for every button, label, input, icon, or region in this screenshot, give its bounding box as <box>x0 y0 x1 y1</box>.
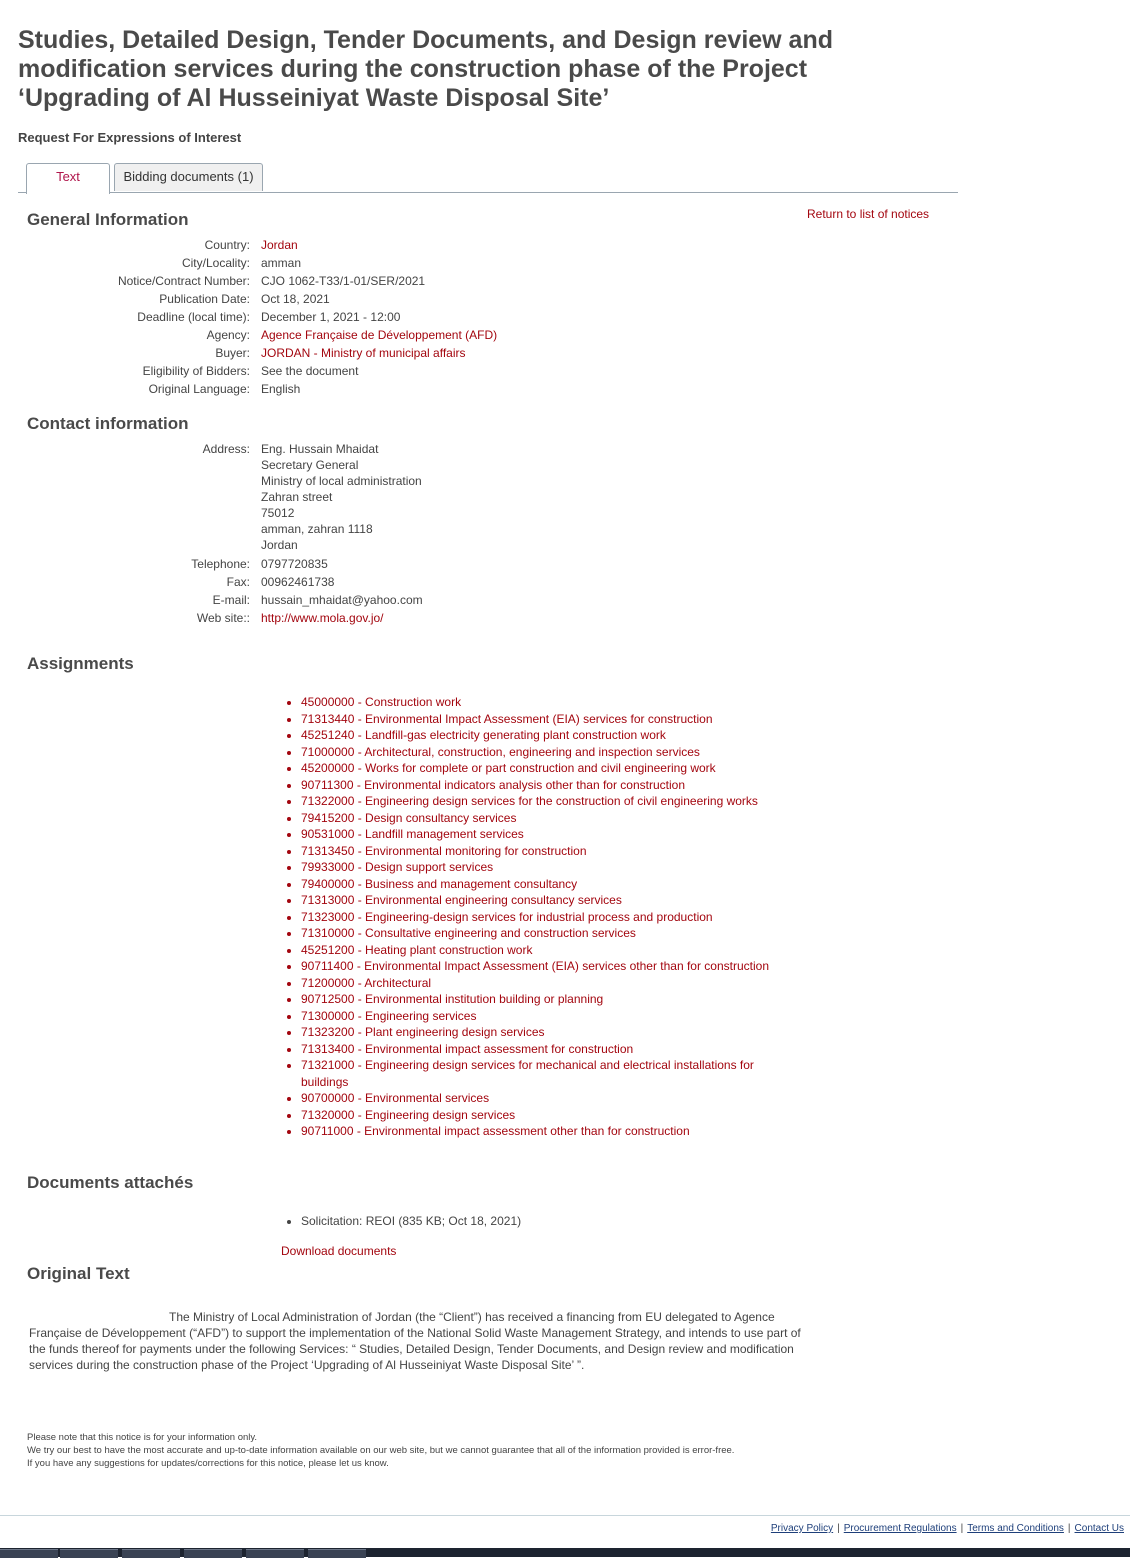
list-item <box>301 958 801 975</box>
general-information-fields <box>0 236 900 398</box>
field-row <box>0 254 900 272</box>
assignment-link[interactable]: 71300000 - Engineering services <box>301 1008 477 1023</box>
list-item <box>301 694 801 711</box>
address-value <box>261 441 422 553</box>
address-line: Ministry of local administration <box>261 474 422 488</box>
original-text-body: The Ministry of Local Administration of Jordan (the “Client”) has received a financing from EU delegated to Agence Française de Développement (“AFD”) to support the implementation of the National Solid Waste Management Strategy, and intends to use part of the funds thereof for payments under the following Services: “ Studies, Detailed Design, Tender Documents, and Design review and modification services during the construction phase of the Project ‘Upgrading of Al Husseiniyat Waste Disposal Site’ ”. <box>29 1310 801 1372</box>
field-value: CJO 1062-T33/1-01/SER/2021 <box>261 274 426 288</box>
privacy-policy-link[interactable]: Privacy Policy <box>770 1523 834 1534</box>
list-item <box>301 826 801 843</box>
assignment-link[interactable]: 71313440 - Environmental Impact Assessment (EIA) services for construction <box>301 711 713 726</box>
list-item <box>301 892 801 909</box>
field-label: Eligibility of Bidders: <box>142 364 250 378</box>
list-item <box>301 1024 801 1041</box>
assignment-link[interactable]: 79933000 - Design support services <box>301 860 494 874</box>
assignment-link[interactable]: 90711000 - Environmental impact assessment other than for construction <box>301 1124 690 1138</box>
address-line: 75012 <box>261 506 295 520</box>
field-value: Oct 18, 2021 <box>261 292 330 306</box>
field-label: Buyer: <box>215 346 250 360</box>
assignment-link[interactable]: 71313450 - Environmental monitoring for construction <box>301 843 587 858</box>
field-row <box>0 272 900 290</box>
documents-heading: Documents attachés <box>27 1173 194 1192</box>
assignments-heading: Assignments <box>27 654 134 673</box>
field-row <box>0 236 900 254</box>
footer-separator: | <box>1067 1523 1071 1534</box>
list-item <box>301 843 801 860</box>
field-label: Country: <box>204 238 250 252</box>
list-item <box>301 1041 801 1058</box>
assignment-link[interactable]: 79400000 - Business and management consultancy <box>301 876 578 891</box>
general-information-heading: General Information <box>27 210 189 229</box>
list-item <box>301 793 801 810</box>
field-value: December 1, 2021 - 12:00 <box>261 310 401 324</box>
field-label: Original Language: <box>148 382 250 396</box>
list-item <box>301 727 801 744</box>
disclaimer-notice <box>27 1431 1027 1470</box>
list-item <box>301 942 801 959</box>
assignment-link[interactable]: 90700000 - Environmental services <box>301 1091 490 1105</box>
list-item <box>301 1057 801 1090</box>
address-row <box>0 441 900 553</box>
assignment-link[interactable]: 71310000 - Consultative engineering and construction services <box>301 926 636 940</box>
notice-line: Please note that this notice is for your information only. <box>27 1432 258 1443</box>
website-row <box>0 609 900 627</box>
list-item <box>301 876 801 893</box>
list-item <box>301 909 801 926</box>
list-item <box>301 810 801 827</box>
document-item: • Solicitation: REOI (835 KB; Oct 18, 2021) <box>301 1214 521 1228</box>
assignment-link[interactable]: 71000000 - Architectural, construction, engineering and inspection services <box>301 744 700 759</box>
tab-bidding-documents[interactable]: Bidding documents (1) <box>114 163 263 191</box>
telephone-value: 0797720835 <box>261 557 328 571</box>
assignment-link[interactable]: 45251240 - Landfill-gas electricity generating plant construction work <box>301 728 666 742</box>
assignment-link[interactable]: 45000000 - Construction work <box>301 695 462 709</box>
list-item <box>301 991 801 1008</box>
website-label: Web site:: <box>196 611 250 625</box>
field-row <box>0 326 900 344</box>
field-row <box>0 380 900 398</box>
footer-divider <box>0 1515 1130 1516</box>
os-taskbar <box>0 1548 1130 1557</box>
field-row <box>0 362 900 380</box>
email-label: E-mail: <box>212 593 250 607</box>
field-value: English <box>261 382 301 396</box>
assignment-link[interactable]: 79415200 - Design consultancy services <box>301 810 517 825</box>
field-label: Agency: <box>206 328 250 342</box>
field-label: Deadline (local time): <box>137 310 250 324</box>
field-row <box>0 290 900 308</box>
notice-line: If you have any suggestions for updates/corrections for this notice, please let us know. <box>27 1458 389 1469</box>
field-row <box>0 308 900 326</box>
fax-label: Fax: <box>226 575 250 589</box>
assignment-link[interactable]: 71313400 - Environmental impact assessment for construction <box>301 1041 634 1056</box>
field-value: amman <box>261 256 302 270</box>
email-value: hussain_mhaidat@yahoo.com <box>261 593 423 607</box>
address-line: Eng. Hussain Mhaidat <box>261 442 379 456</box>
field-label: Notice/Contract Number: <box>117 274 250 288</box>
tab-bar <box>18 162 958 193</box>
footer-separator: | <box>960 1523 964 1534</box>
list-item <box>301 975 801 992</box>
address-line: Secretary General <box>261 458 359 472</box>
address-line: amman, zahran 1118 <box>261 522 373 536</box>
assignment-link[interactable]: 71323200 - Plant engineering design services <box>301 1025 545 1039</box>
list-item <box>301 711 801 728</box>
address-line: Zahran street <box>261 490 333 504</box>
procurement-regulations-link[interactable]: Procurement Regulations <box>843 1523 957 1534</box>
footer-separator: | <box>837 1523 840 1534</box>
list-item <box>301 1123 801 1140</box>
telephone-row <box>0 555 900 573</box>
address-line: Jordan <box>261 538 298 552</box>
field-label: Publication Date: <box>159 292 250 306</box>
original-text-heading: Original Text <box>27 1264 130 1283</box>
fax-value: 00962461738 <box>261 575 335 589</box>
website-link[interactable]: http://www.mola.gov.jo/ <box>261 611 384 625</box>
assignment-link[interactable]: 90531000 - Landfill management services <box>301 827 524 841</box>
list-item <box>301 859 801 876</box>
assignment-link[interactable]: 71322000 - Engineering design services for the construction of civil engineering works <box>301 794 758 808</box>
buyer-link[interactable]: JORDAN - Ministry of municipal affairs <box>261 346 466 360</box>
terms-and-conditions-link[interactable]: Terms and Conditions <box>967 1523 1064 1534</box>
field-label: City/Locality: <box>181 256 250 270</box>
assignment-link[interactable]: 71200000 - Architectural <box>301 975 432 990</box>
fax-row <box>0 573 900 591</box>
address-label: Address: <box>202 442 250 456</box>
tab-text[interactable]: Text <box>26 163 110 194</box>
assignment-link[interactable]: 71313000 - Environmental engineering consultancy services <box>301 893 622 907</box>
list-item <box>301 1008 801 1025</box>
country-link[interactable]: Jordan <box>261 238 298 252</box>
list-item <box>301 1090 801 1107</box>
assignment-link[interactable]: 90711400 - Environmental Impact Assessment (EIA) services other than for construction <box>301 959 769 973</box>
assignment-link[interactable]: 71320000 - Engineering design services <box>301 1107 516 1122</box>
documents-list <box>287 1214 521 1228</box>
assignment-link[interactable]: 45251200 - Heating plant construction work <box>301 942 533 957</box>
list-item <box>301 777 801 794</box>
download-documents-link[interactable]: Download documents <box>281 1244 397 1258</box>
page-title: Studies, Detailed Design, Tender Documents, and Design review and modification services during the construction phase of the Project ‘Upgrading of Al Husseiniyat Waste Disposal Site’ <box>18 26 834 112</box>
email-row <box>0 591 900 609</box>
notice-line: We try our best to have the most accurate and up-to-date information available on our web site, but we cannot guarantee that all of the information provided is error-free. <box>27 1445 735 1456</box>
agency-link[interactable]: Agence Française de Développement (AFD) <box>261 328 498 342</box>
footer-links <box>771 1523 1124 1534</box>
return-to-list-link[interactable]: Return to list of notices <box>807 207 930 221</box>
list-item <box>301 760 801 777</box>
assignment-link[interactable]: 45200000 - Works for complete or part construction and civil engineering work <box>301 761 716 775</box>
telephone-label: Telephone: <box>191 557 250 571</box>
list-item <box>301 1107 801 1124</box>
contact-us-link[interactable]: Contact Us <box>1074 1523 1124 1534</box>
page-subtitle: Request For Expressions of Interest <box>18 130 242 145</box>
assignment-link[interactable]: 90711300 - Environmental indicators analysis other than for construction <box>301 777 685 792</box>
assignment-link[interactable]: 71323000 - Engineering-design services for industrial process and production <box>301 909 713 924</box>
contact-information-fields <box>0 441 900 627</box>
list-item <box>301 925 801 942</box>
assignment-link[interactable]: 71321000 - Engineering design services for mechanical and electrical installations for buildings <box>301 1058 754 1089</box>
contact-information-heading: Contact information <box>27 414 189 433</box>
assignments-list <box>287 694 801 1140</box>
list-item <box>301 744 801 761</box>
assignment-link[interactable]: 90712500 - Environmental institution building or planning <box>301 992 604 1006</box>
field-row <box>0 344 900 362</box>
field-value: See the document <box>261 364 359 378</box>
